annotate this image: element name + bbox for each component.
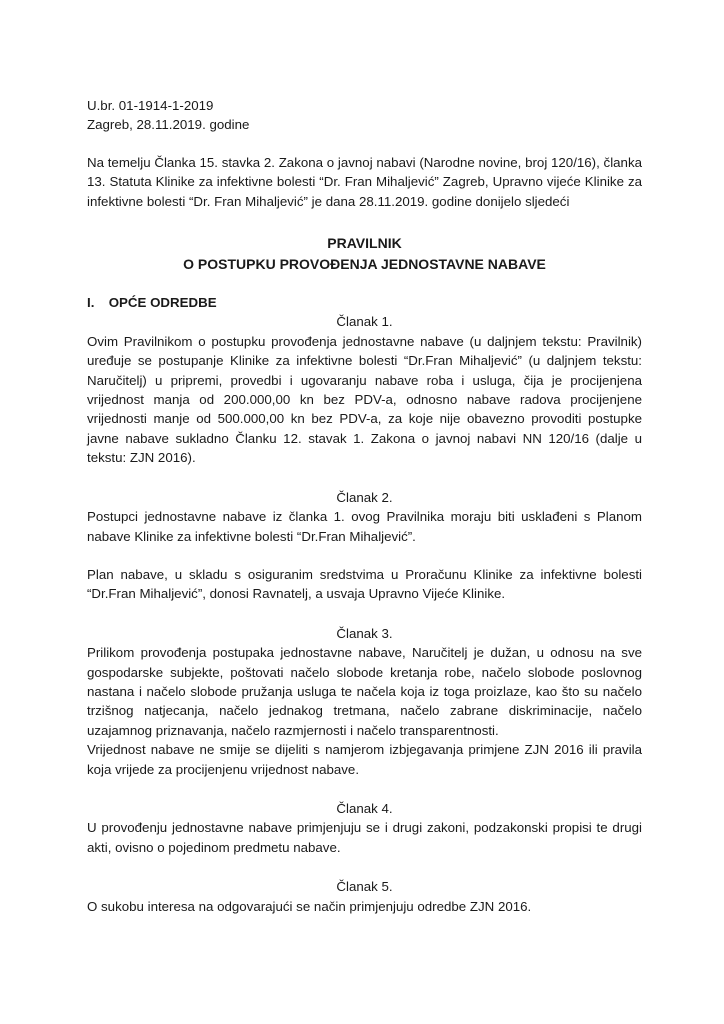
article-heading: Članak 5. bbox=[336, 879, 393, 895]
article-paragraph: Ovim Pravilnikom o postupku provođenja jednostavne nabave (u daljnjem tekstu: Pravilnik) uređuje se postupanje Klinike za infektivne bolesti “Dr.Fran Mihaljević” (u daljnjem tekstu: Naručitelj) u pripremi, provedbi i ugovaranju nabave roba i usluga, čija je procijenjena vrijednost manja od 200.000,00 kn bez PDV-a, odnosno nabave radova procijenjene vrijednosti manje od 500.000,00 kn bez PDV-a, za koje nije obavezno provoditi postupke javne nabave sukladno Članku 12. stavak 1. Zakona o javnoj nabavi NN 120/16 (dalje u tekstu: ZJN 2016). bbox=[87, 333, 642, 466]
article-heading: Članak 1. bbox=[336, 314, 393, 330]
article-paragraph: Plan nabave, u skladu s osiguranim sredstvima u Proračunu Klinike za infektivne bolesti “Dr.Fran Mihaljević”, donosi Ravnatelj, a usvaja Upravno Vijeće Klinike. bbox=[87, 566, 642, 602]
article-paragraph: U provođenju jednostavne nabave primjenjuju se i drugi zakoni, podzakonski propisi te drugi akti, ovisno o pojedinom predmetu nabave. bbox=[87, 820, 642, 855]
document-subtitle: O POSTUPKU PROVOĐENJA JEDNOSTAVNE NABAVE bbox=[183, 256, 546, 273]
article-paragraph: O sukobu interesa na odgovarajući se način primjenjuju odredbe ZJN 2016. bbox=[87, 898, 532, 914]
article-3 bbox=[87, 624, 642, 779]
article-5 bbox=[87, 877, 642, 916]
article-paragraph: Prilikom provođenja postupaka jednostavne nabave, Naručitelj je dužan, u odnosu na sve gospodarske subjekte, poštovati načelo slobode kretanja robe, načelo slobode poslovnog nastana i načelo slobode pružanja usluga te načela koja iz toga proizlaze, kao što su načelo trzišnog natjecanja, načelo jednakog tretmana, načelo zabrane diskriminacije, načelo uzajamnog priznavanja, načelo razmjernosti i načelo transparentnosti. bbox=[87, 645, 642, 738]
title-block bbox=[87, 233, 642, 275]
document-page bbox=[87, 96, 642, 916]
reference-number: U.br. 01-1914-1-2019 bbox=[87, 98, 214, 113]
section-title: OPĆE ODREDBE bbox=[108, 295, 217, 311]
article-4 bbox=[87, 799, 642, 857]
article-paragraph: Postupci jednostavne nabave iz članka 1. ovog Pravilnika moraju biti usklađeni s Planom nabave Klinike za infektivne bolesti “Dr.Fran Mihaljević”. bbox=[87, 509, 642, 544]
article-heading: Članak 3. bbox=[336, 625, 393, 641]
section-heading bbox=[87, 293, 642, 312]
article-heading: Članak 2. bbox=[336, 489, 393, 505]
document-title: PRAVILNIK bbox=[327, 235, 402, 252]
article-heading: Članak 4. bbox=[336, 800, 393, 816]
place-date: Zagreb, 28.11.2019. godine bbox=[87, 117, 250, 133]
section-number: I. bbox=[87, 295, 95, 311]
document-reference bbox=[87, 96, 642, 135]
article-1 bbox=[87, 312, 642, 467]
article-2 bbox=[87, 488, 642, 604]
preamble: Na temelju Članka 15. stavka 2. Zakona o javnoj nabavi (Narodne novine, broj 120/16), članka 13. Statuta Klinike za infektivne bolesti “Dr. Fran Mihaljević” Zagreb, Upravno vijeće Klinike za infektivne bolesti “Dr. Fran Mihaljević” je dana 28.11.2019. godine donijelo sljedeći bbox=[87, 154, 642, 209]
article-paragraph: Vrijednost nabave ne smije se dijeliti s namjerom izbjegavanja primjene ZJN 2016 ili pravila koja vrijede za procijenjenu vrijednost nabave. bbox=[87, 742, 642, 777]
